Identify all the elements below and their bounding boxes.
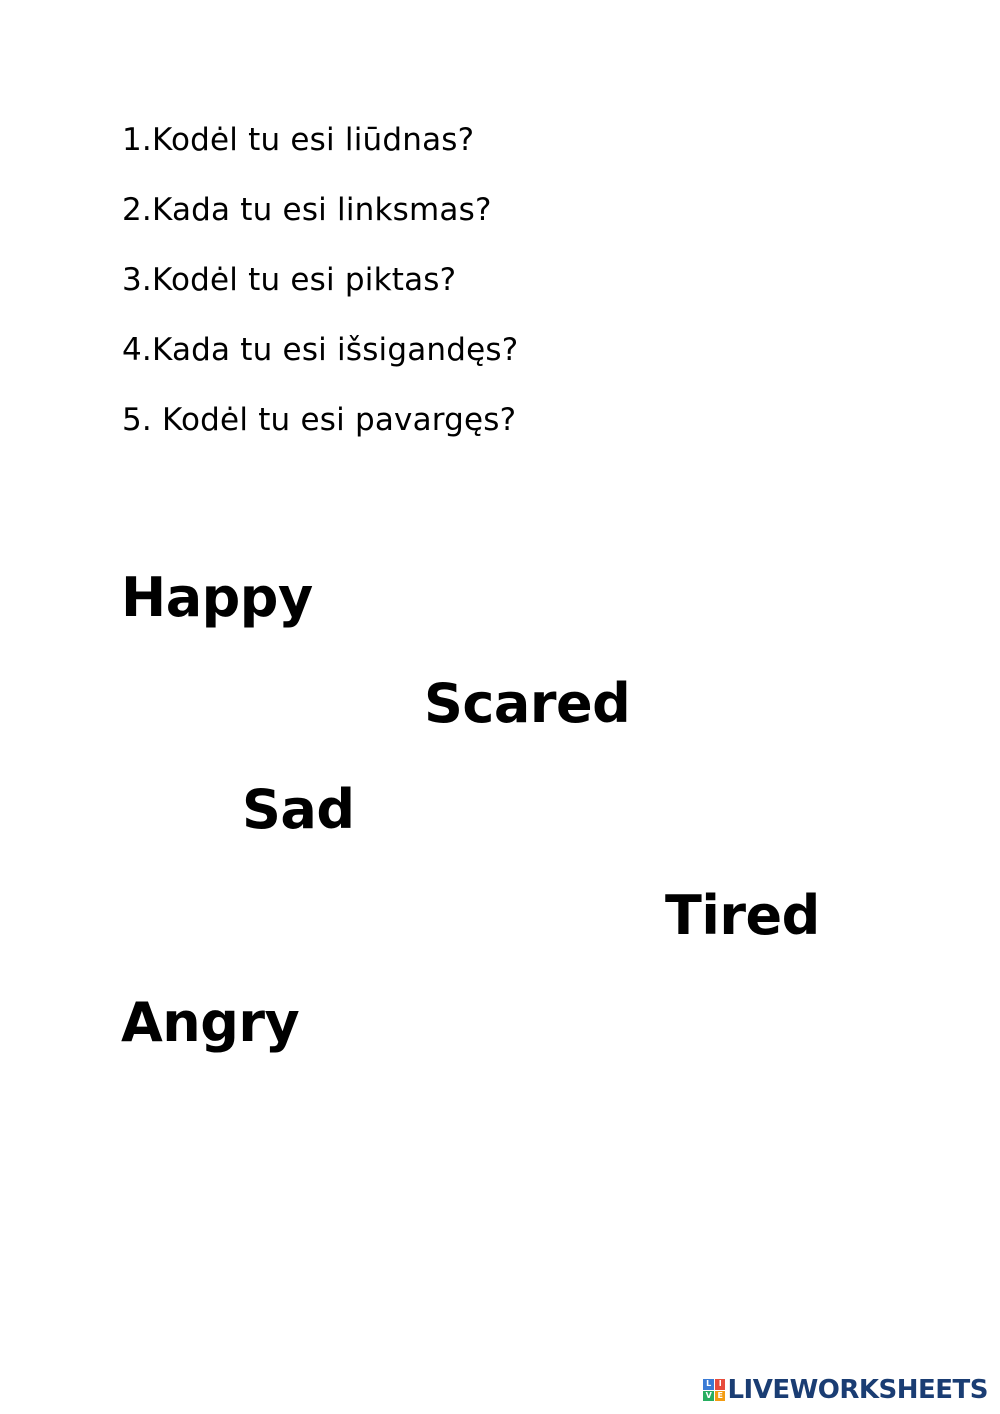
word-happy[interactable]: Happy bbox=[121, 566, 313, 629]
word-angry[interactable]: Angry bbox=[121, 991, 300, 1054]
question-5: 5. Kodėl tu esi pavargęs? bbox=[122, 402, 517, 438]
logo-square-l: L bbox=[703, 1379, 714, 1390]
logo-square-i: I bbox=[715, 1379, 726, 1390]
word-tired[interactable]: Tired bbox=[665, 884, 820, 947]
brand-name: LIVEWORKSHEETS bbox=[727, 1375, 988, 1405]
question-3: 3.Kodėl tu esi piktas? bbox=[122, 262, 457, 298]
logo-square-e: E bbox=[715, 1391, 726, 1402]
question-2: 2.Kada tu esi linksmas? bbox=[122, 192, 492, 228]
word-scared[interactable]: Scared bbox=[424, 672, 631, 735]
question-list bbox=[122, 122, 518, 472]
word-sad[interactable]: Sad bbox=[242, 778, 355, 841]
question-4: 4.Kada tu esi išsigandęs? bbox=[122, 332, 519, 368]
question-1: 1.Kodėl tu esi liūdnas? bbox=[122, 122, 475, 158]
logo-square-v: V bbox=[703, 1391, 714, 1402]
liveworksheets-logo-icon bbox=[703, 1379, 725, 1401]
liveworksheets-brand bbox=[703, 1374, 988, 1406]
